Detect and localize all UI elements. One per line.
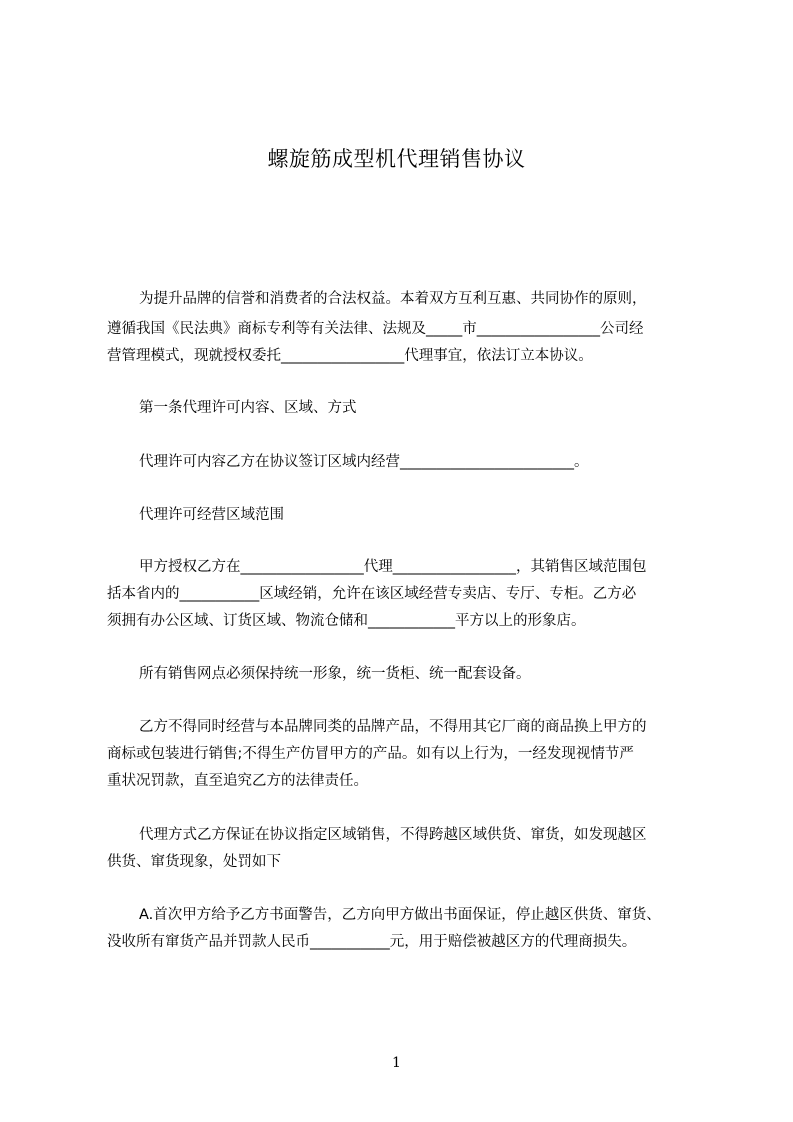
paragraph-line: 遵循我国《民法典》商标专利等有关法律、法规及_____市_________________公司经 xyxy=(107,321,644,337)
paragraph-line: 商标或包装进行销售;不得生产仿冒甲方的产品。如有以上行为，一经发现视情节严 xyxy=(107,746,634,762)
paragraph-line: 须拥有办公区域、订货区域、物流仓储和____________平方以上的形象店。 xyxy=(107,613,586,629)
paragraph-line: 乙方不得同时经营与本品牌同类的品牌产品，不得用其它厂商的商品换上甲方的 xyxy=(139,719,647,735)
paragraph-line: 营管理模式，现就授权委托_________________代理事宜，依法订立本协议。 xyxy=(107,348,593,364)
paragraph-line: 为提升品牌的信誉和消费者的合法权益。本着双方互利互惠、共同协作的原则， xyxy=(139,291,647,307)
paragraph-line: A.首次甲方给予乙方书面警告，乙方向甲方做出书面保证，停止越区供货、窜货、 xyxy=(139,907,661,923)
paragraph-line: 重状况罚款，直至追究乙方的法律责任。 xyxy=(107,773,368,789)
paragraph-line: 代理许可内容乙方在协议签订区域内经营________________________。 xyxy=(139,454,589,470)
paragraph-line: 甲方授权乙方在_________________代理_________________，其销售区域范围包 xyxy=(139,559,647,575)
paragraph-line: 没收所有窜货产品并罚款人民币___________元，用于赔偿被越区方的代理商损失。 xyxy=(107,934,637,950)
paragraph-line: 代理方式乙方保证在协议指定区域销售，不得跨越区域供货、窜货，如发现越区 xyxy=(139,827,647,843)
page-number: 1 xyxy=(392,1055,401,1071)
paragraph-line: 括本省内的___________区域经销，允许在该区域经营专卖店、专厅、专柜。乙方必 xyxy=(107,586,637,602)
section-heading-article-1: 第一条代理许可内容、区域、方式 xyxy=(139,400,357,416)
section-heading-region: 代理许可经营区域范围 xyxy=(139,507,284,523)
paragraph-line: 供货、窜货现象，处罚如下 xyxy=(107,854,281,870)
paragraph-line: 所有销售网点必须保持统一形象，统一货柜、统一配套设备。 xyxy=(139,666,531,682)
document-title: 螺旋筋成型机代理销售协议 xyxy=(267,147,526,171)
